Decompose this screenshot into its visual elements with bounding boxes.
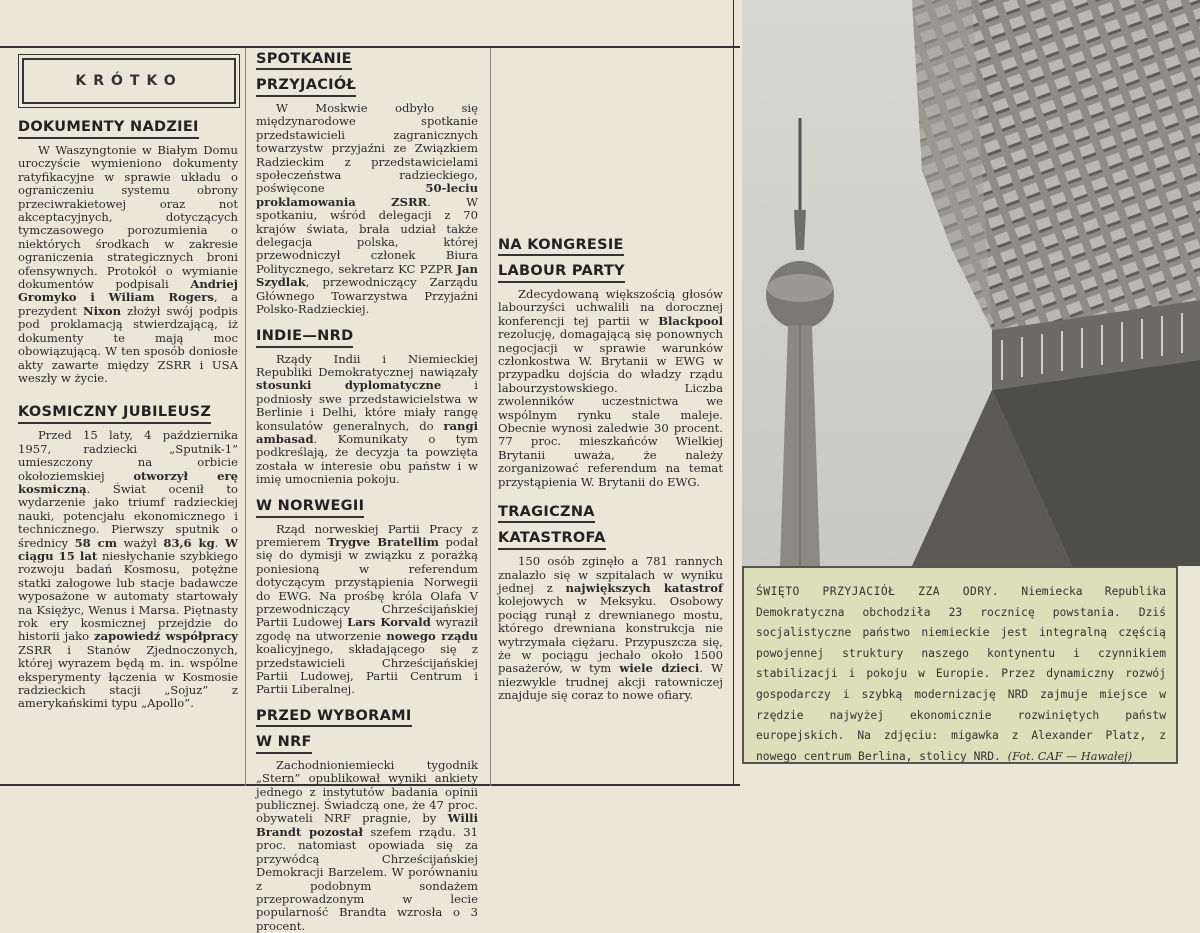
column-1	[18, 118, 238, 711]
photo-tv-tower	[742, 0, 1200, 566]
article-indie	[256, 327, 478, 487]
section-label-box	[22, 58, 236, 104]
article-body: W Waszyngtonie w Białym Domu uroczyście wymieniono dokumenty ratyfikacyjne w sprawie układu o ograniczeniu systemu obrony przeciwrakietowej oraz not akceptacyjnych, dotyczących tymczasowego porozumienia o niektórych środkach w zakresie ograniczenia strategicznych broni ofensywnych. Protokół o wymianie dokumentów podpisali Andriej Gromyko i Wiliam Rogers, a prezydent Nixon złożył swój podpis pod proklamacją stwierdzającą, iż dokumenty te mają moc obowiązującą. W ten sposób doniosłe akty zawarte między ZSRR i USA weszły w życie.	[18, 143, 239, 385]
article-heading: DOKUMENTY NADZIEI	[18, 118, 199, 139]
column-divider	[245, 48, 246, 786]
article-heading: W NORWEGII	[256, 497, 364, 518]
article-heading: NA KONGRESIE	[498, 236, 723, 257]
article-heading-line2: KATASTROFA	[498, 529, 606, 550]
photo-illustration	[742, 0, 1200, 566]
column-divider	[490, 48, 491, 786]
caption-title: ŚWIĘTO PRZYJACIÓŁ ZZA ODRY.	[756, 585, 1000, 598]
article-dokumenty	[18, 118, 238, 385]
article-spotkanie	[256, 50, 478, 317]
photo-caption	[742, 566, 1178, 764]
article-body: W Moskwie odbyło się międzynarodowe spotkanie przedstawicieli zagranicznych towarzystw przyjaźni ze Związkiem Radzieckim z przedstawicielami społeczeństwa radzieckiego, poświęcone 50-leciu proklamowania ZSRR. W spotkaniu, wśród delegacji z 70 krajów świata, brała udział także delegacja polska, której przewodniczył członek Biura Politycznego, sekretarz KC PZPR Jan Szydlak, przewodniczący Zarządu Głównego Towarzystwa Przyjaźni Polsko-Radzieckiej.	[256, 101, 478, 317]
article-heading-line2: PRZYJACIÓŁ	[256, 76, 356, 97]
article-heading: SPOTKANIE	[256, 50, 478, 71]
top-rule	[0, 46, 740, 48]
article-wybory	[256, 707, 478, 933]
column-3	[498, 236, 723, 703]
article-heading: KOSMICZNY JUBILEUSZ	[18, 403, 211, 424]
article-labour	[498, 236, 723, 489]
column-2	[256, 50, 478, 933]
article-heading: PRZED WYBORAMI	[256, 707, 478, 728]
article-heading-line2: LABOUR PARTY	[498, 262, 625, 283]
article-heading: TRAGICZNA	[498, 503, 723, 524]
article-body: Zdecydowaną większością głosów labourzyści uchwalili na dorocznej konferencji tej partii w Blackpool rezolucję, domagającą się ponownych negocjacji w sprawie warunków członkostwa W. Brytanii w EWG w przypadku dojścia do władzy rządu labourzystowskiego. Liczba zwolenników uczestnictwa we wspólnym rynku stale maleje. Obecnie wynosi zaledwie 30 procent. 77 proc. mieszkańców Wielkiej Brytanii uważa, że należy zorganizować referendum na temat przystąpienia W. Brytanii do EWG.	[498, 287, 723, 489]
article-norwegia	[256, 497, 478, 697]
section-label: KRÓTKO	[75, 73, 183, 89]
article-body: Rządy Indii i Niemieckiej Republiki Demokratycznej nawiązały stosunki dyplomatyczne i podniosły swe przedstawicielstwa w Berlinie i Delhi, które miały rangę konsulatów generalnych, do rangi ambasad. Komunikaty o tym podkreślają, że decyzja ta powzięta została w interesie obu państw i w imię umocnienia pokoju.	[256, 351, 478, 487]
article-body: 150 osób zginęło a 781 rannych znalazło się w szpitalach w wyniku jednej z największych katastrof kolejowych w Meksyku. Osobowy pociąg runął z drewnianego mostu, którego drewniana konstrukcja nie wytrzymała ciężaru. Przypuszcza się, że w pociągu jechało około 1500 pasażerów, w tym wiele dzieci. W niezwykle trudnej akcji ratowniczej znajduje się coraz to nowe ofiary.	[498, 554, 723, 703]
article-body: Rząd norweskiej Partii Pracy z premierem Trygve Bratellim podał się do dymisji w związku z porażką poniesioną w referendum dotyczącym przystąpienia Norwegii do EWG. Na prośbę króla Olafa V przewodniczący Chrześcijańskiej Partii Ludowej Lars Korvald wyraził zgodę na utworzenie nowego rządu koalicyjnego, składającego się z przedstawicieli Chrześcijańskiej Partii Ludowej, Partii Centrum i Partii Liberalnej.	[256, 521, 478, 697]
article-heading-line2: W NRF	[256, 733, 312, 754]
caption-text: Niemiecka Republika Demokratyczna obchodziła 23 rocznicę powstania. Dziś socjalistyczne państwo niemieckie jest integralną częścią powojennej struktury naszego kontynentu i czynnikiem stabilizacji i pokoju w Europie. Przez dynamiczny rozwój gospodarczy i szybką modernizację NRD zajmuje miejsce w rzędzie najwyżej ekonomicznie rozwiniętych państw europejskich. Na zdjęciu: migawka z Alexander Platz, z nowego centrum Berlina, stolicy NRD.	[756, 585, 1166, 763]
article-body: Zachodnioniemiecki tygodnik „Stern” opublikował wyniki ankiety jednego z instytutów badania opinii publicznej. Świadczą one, że 47 proc. obywateli NRF pragnie, by Willi Brandt pozostał szefem rządu. 31 proc. natomiast opowiada się za przywódcą Chrześcijańskiej Demokracji Barzelem. W porównaniu z podobnym sondażem przeprowadzonym w lecie popularność Brandta wzrosła o 3 procent.	[256, 757, 478, 933]
article-katastrofa	[498, 503, 723, 702]
article-body: Przed 15 laty, 4 października 1957, radziecki „Sputnik-1” umieszczony na orbicie okołoziemskiej otworzył erę kosmiczną. Świat ocenił to wydarzenie jako triumf radzieckiej nauki, potencjału ekonomicznego i technicznego. Pierwszy sputnik o średnicy 58 cm ważył 83,6 kg. W ciągu 15 lat niesłychanie szybkiego rozwoju badań Kosmosu, potężne statki załogowe lub stacje badawcze wyposażone w automaty startowały na Księżyc, Wenus i Marsa. Piętnasty rok ery kosmicznej przejdzie do historii jako zapowiedź współpracy ZSRR i Stanów Zjednoczonych, której wyrazem będą m. in. wspólne eksperymenty łączenia w Kosmosie radzieckich stacji „Sojuz” z amerykańskimi typu „Apollo”.	[18, 428, 238, 711]
article-heading: INDIE—NRD	[256, 327, 353, 348]
photo-credit: (Fot. CAF — Hawałej)	[1007, 749, 1133, 763]
article-kosmiczny	[18, 403, 238, 711]
column-divider	[733, 0, 734, 786]
